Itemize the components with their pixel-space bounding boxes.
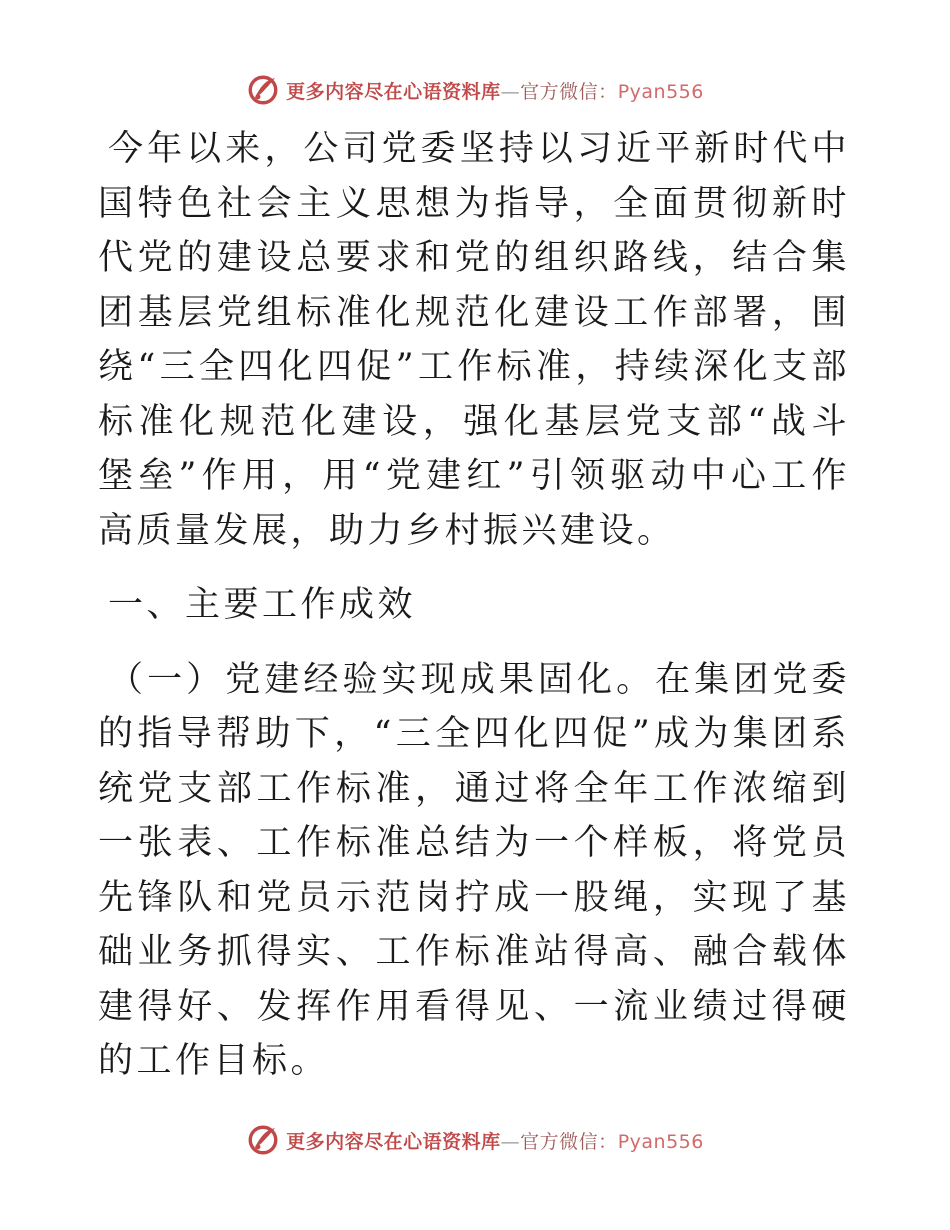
watermark-dash: — xyxy=(500,1130,521,1153)
watermark-wechat-label: 官方微信： xyxy=(520,80,618,103)
watermark-brand: 更多内容尽在心语资料库 xyxy=(286,80,501,103)
ink-brush-logo-icon xyxy=(246,1123,280,1157)
intro-paragraph: 今年以来，公司党委坚持以习近平新时代中国特色社会主义思想为指导，全面贯彻新时代党的建设总要求和党的组织路线，结合集团基层党组标准化规范化建设工作部署，围绕“三全四化四促”工作标准，持续深化支部标准化规范化建设，强化基层党支部“战斗堡垒”作用，用“党建红”引领驱动中心工作高质量发展，助力乡村振兴建设。 xyxy=(98,129,850,551)
watermark-banner-bottom xyxy=(0,1120,950,1160)
watermark-dash: — xyxy=(500,80,521,103)
watermark-text xyxy=(286,1127,704,1154)
watermark-wechat-id: Pyan556 xyxy=(617,1130,704,1153)
document-body xyxy=(98,122,850,1089)
watermark-wechat-label: 官方微信： xyxy=(520,1130,618,1153)
watermark-text xyxy=(286,77,704,104)
ink-brush-logo-icon xyxy=(246,73,280,107)
subsection-paragraph: （一）党建经验实现成果固化。在集团党委的指导帮助下，“三全四化四促”成为集团系统党支部工作标准，通过将全年工作浓缩到一张表、工作标准总结为一个样板，将党员先锋队和党员示范岗拧成一股绳，实现了基础业务抓得实、工作标准站得高、融合载体建得好、发挥作用看得见、一流业绩过得硬的工作目标。 xyxy=(98,659,850,1081)
section-heading: 一、主要工作成效 xyxy=(108,585,417,625)
watermark-brand: 更多内容尽在心语资料库 xyxy=(286,1130,501,1153)
watermark-wechat-id: Pyan556 xyxy=(617,80,704,103)
watermark-banner-top xyxy=(0,70,950,110)
